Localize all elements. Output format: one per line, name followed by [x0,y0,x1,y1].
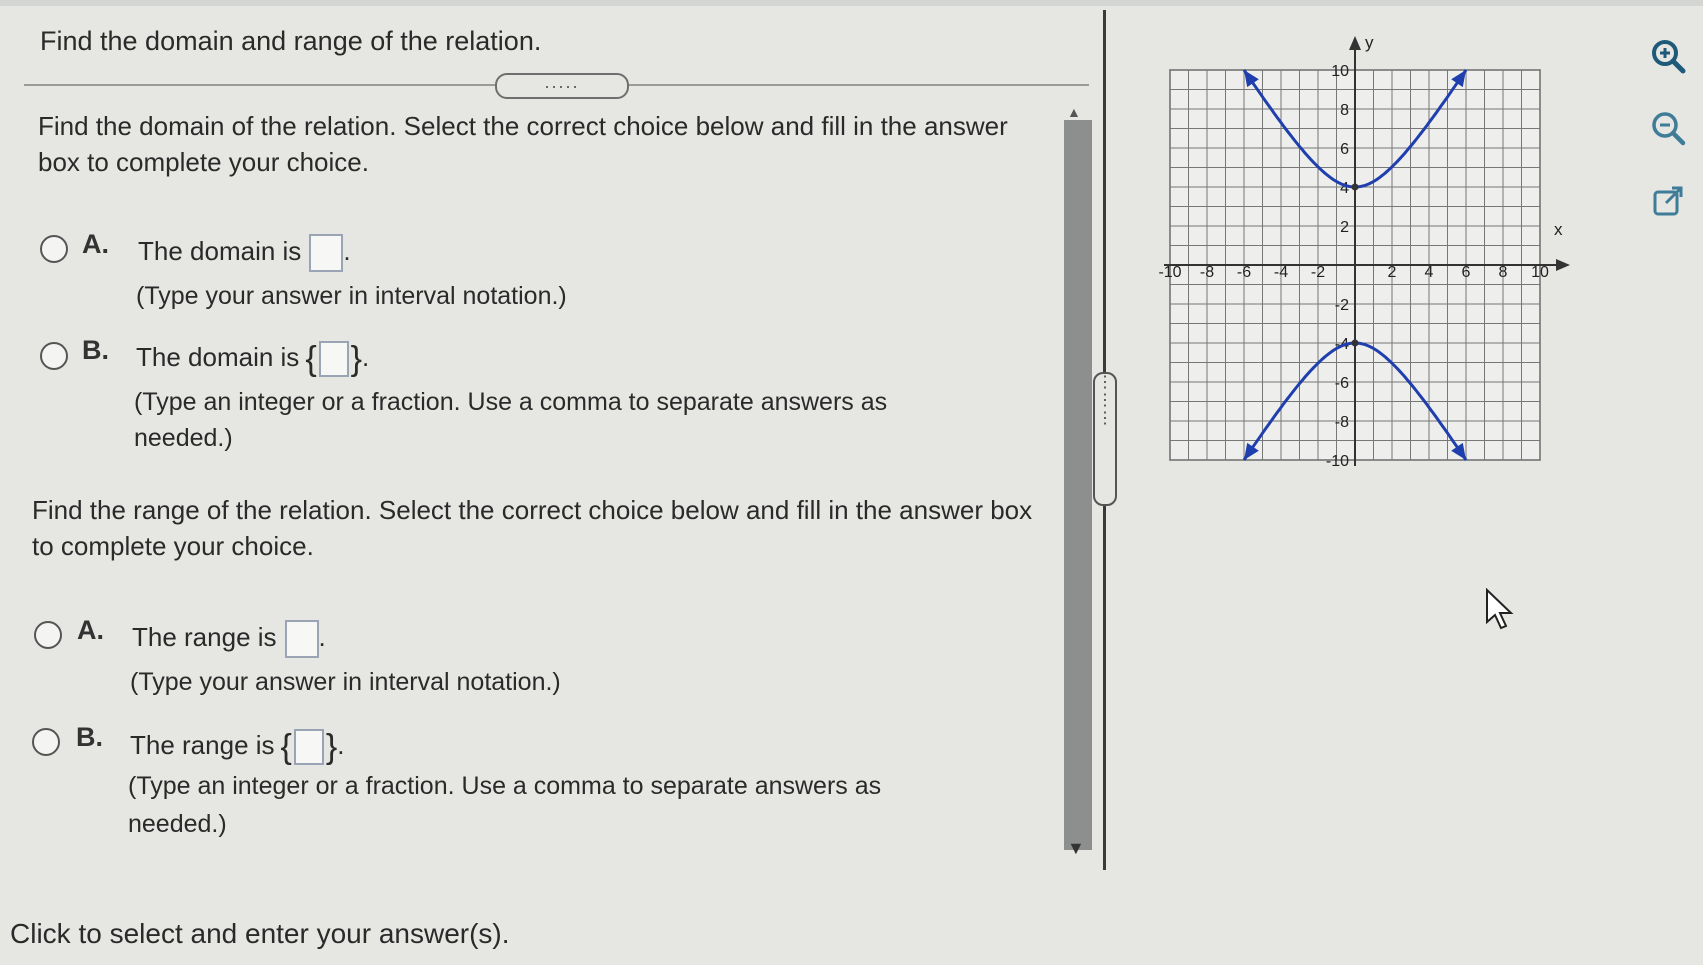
y-tick-label: -6 [1334,375,1349,392]
range-choice-a-hint: (Type your answer in interval notation.) [130,668,561,696]
domain-choice-a-letter: A. [82,229,109,259]
y-tick-label: -8 [1334,414,1349,431]
x-tick-label: 10 [1531,264,1549,281]
y-tick-label: 6 [1340,141,1349,158]
range-choice-b-text: The range is [130,730,275,760]
scroll-up-arrow[interactable]: ▲ [1067,104,1081,120]
x-tick-label: -6 [1236,264,1252,281]
x-tick-label: 4 [1424,264,1434,281]
lower-branch-curve-vertex-point [1352,340,1359,347]
mouse-cursor-icon [1485,588,1515,632]
scroll-down-arrow[interactable]: ▼ [1067,838,1085,858]
range-choice-b: The range is { }. [130,728,345,767]
range-choice-b-hint-2: needed.) [128,810,227,838]
domain-choice-b-radio[interactable] [40,342,68,370]
x-tick-label: -4 [1273,264,1289,281]
y-axis-label: y [1365,33,1374,52]
domain-choice-a-text: The domain is [138,236,302,266]
pane-resize-handle[interactable]: ⋮ ⋮ ⋮ [1093,372,1117,506]
domain-choice-b-text: The domain is [136,342,300,372]
y-tick-label: 4 [1340,180,1349,197]
domain-interval-answer-box[interactable] [309,234,343,272]
y-axis-arrow-icon [1349,36,1361,50]
y-tick-label: -4 [1334,336,1349,353]
range-choice-a-text: The range is [132,622,277,652]
footer-instruction: Click to select and enter your answer(s). [10,918,510,949]
domain-choice-b-hint-2: needed.) [134,424,233,452]
zoom-out-icon[interactable] [1648,108,1688,148]
domain-prompt: Find the domain of the relation. Select the correct choice below and fill in the answer box to complete your choice. [38,111,1008,177]
domain-choice-a: The domain is . [138,232,351,272]
range-choice-b-letter: B. [76,722,103,752]
relation-graph [1140,30,1640,520]
domain-choice-b: The domain is { }. [136,340,370,379]
x-tick-label: -10 [1158,264,1182,281]
x-tick-label: 2 [1387,264,1397,281]
y-tick-label: -2 [1334,297,1349,314]
x-tick-label: -8 [1199,264,1215,281]
y-tick-label: 2 [1340,219,1349,236]
scrollbar-thumb[interactable] [1064,120,1092,850]
y-tick-label: 10 [1331,63,1349,80]
question-title: Find the domain and range of the relation. [40,26,542,56]
range-choice-a: The range is . [132,618,326,658]
domain-set-answer-box[interactable] [319,341,349,377]
domain-choice-a-radio[interactable] [40,235,68,263]
x-tick-label: 8 [1498,264,1508,281]
domain-choice-b-hint-1: (Type an integer or a fraction. Use a comma to separate answers as [134,388,888,416]
range-set-answer-box[interactable] [294,729,324,765]
domain-choice-b-letter: B. [82,335,109,365]
range-choice-b-radio[interactable] [32,728,60,756]
range-prompt: Find the range of the relation. Select the correct choice below and fill in the answer box to complete your choice. [32,495,1033,561]
upper-branch-curve-vertex-point [1352,184,1359,191]
x-tick-label: 6 [1461,264,1471,281]
range-interval-answer-box[interactable] [285,620,319,658]
range-choice-b-hint-1: (Type an integer or a fraction. Use a comma to separate answers as [128,772,882,800]
x-axis-label: x [1554,220,1563,239]
zoom-in-icon[interactable] [1648,36,1688,76]
y-tick-label: -10 [1325,453,1349,470]
collapse-handle[interactable]: ..... [495,73,629,99]
x-axis-arrow-icon [1556,259,1570,271]
y-tick-label: 8 [1340,102,1349,119]
x-tick-label: -2 [1310,264,1326,281]
range-choice-a-letter: A. [77,615,104,645]
domain-choice-a-hint: (Type your answer in interval notation.) [136,282,567,310]
external-link-icon[interactable] [1648,182,1688,222]
range-choice-a-radio[interactable] [34,621,62,649]
